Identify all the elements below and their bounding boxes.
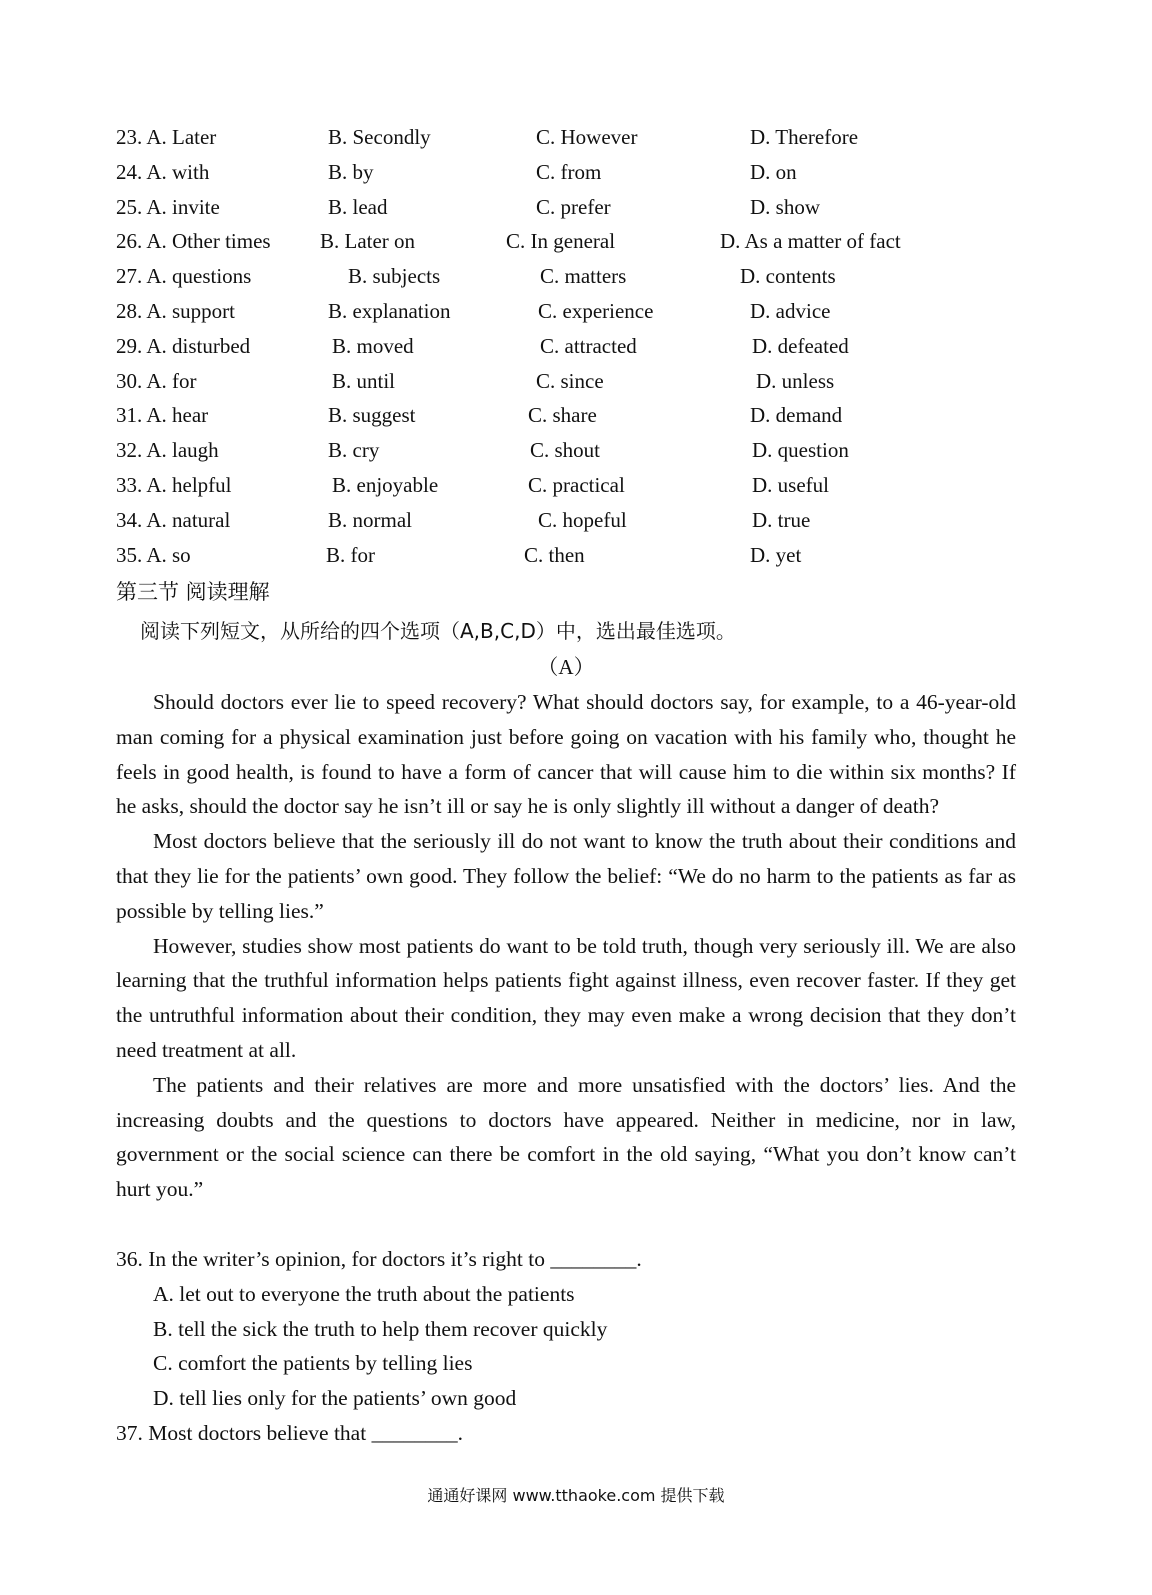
option-b: B. lead: [328, 194, 388, 219]
question-36-choice-a: A. let out to everyone the truth about the patients: [153, 1281, 575, 1306]
option-d: D. advice: [750, 298, 831, 323]
option-row-30: [116, 364, 1016, 399]
option-d: D. demand: [750, 403, 843, 428]
option-c: C. However: [536, 125, 638, 149]
option-c: C. since: [536, 368, 604, 393]
question-36-choice-c: C. comfort the patients by telling lies: [153, 1351, 473, 1376]
option-row-25: [116, 190, 1016, 225]
option-b: B. for: [326, 542, 375, 567]
option-c: C. hopeful: [538, 507, 627, 532]
option-c: C. matters: [540, 264, 627, 289]
question-36-choice-b: B. tell the sick the truth to help them recover quickly: [153, 1316, 608, 1341]
option-d: D. contents: [740, 264, 836, 289]
question-36-choice-d: D. tell lies only for the patients’ own good: [153, 1386, 517, 1411]
paragraph: Most doctors believe that the seriously ill do not want to know the truth about their conditions and that they lie for the patients’ own good. They follow the belief: “We do no harm to the patients as far as possible by telling lies.”: [116, 829, 1016, 923]
question-37-stem: 37. Most doctors believe that ________.: [116, 1420, 463, 1445]
option-b: B. until: [332, 368, 396, 393]
option-b: B. explanation: [328, 298, 451, 323]
option-d: D. true: [752, 507, 811, 532]
option-a: 25. A. invite: [116, 194, 220, 219]
option-a: 23. A. Later: [116, 125, 217, 149]
option-row-31: [116, 398, 1016, 433]
option-d: D. Therefore: [750, 125, 859, 149]
instruction: 阅读下列短文，从所给的四个选项（A,B,C,D）中，选出最佳选项。: [140, 619, 736, 643]
questions: [116, 1242, 1016, 1451]
option-row-34: [116, 503, 1016, 538]
option-c: C. from: [536, 159, 602, 184]
section-title: 第三节 阅读理解: [116, 580, 270, 604]
option-c: C. practical: [528, 472, 625, 497]
passage-title: （A）: [537, 655, 595, 679]
option-c: C. attracted: [540, 333, 637, 358]
option-a: 27. A. questions: [116, 264, 252, 289]
option-a: 34. A. natural: [116, 507, 231, 532]
option-d: D. question: [752, 438, 849, 463]
option-b: B. Secondly: [328, 125, 431, 149]
option-row-32: [116, 433, 1016, 468]
option-row-23: [116, 120, 1016, 155]
option-c: C. In general: [506, 229, 616, 254]
option-b: B. Later on: [320, 229, 416, 254]
option-a: 30. A. for: [116, 368, 197, 393]
option-a: 31. A. hear: [116, 403, 209, 428]
option-c: C. share: [528, 403, 597, 428]
option-row-33: [116, 468, 1016, 503]
option-a: 24. A. with: [116, 159, 210, 184]
option-b: B. cry: [328, 438, 380, 463]
option-c: C. experience: [538, 298, 654, 323]
option-d: D. defeated: [752, 333, 849, 358]
question-36-stem: 36. In the writer’s opinion, for doctors it’s right to ________.: [116, 1247, 642, 1271]
option-row-35: [116, 538, 1016, 573]
option-row-24: [116, 155, 1016, 190]
option-c: C. shout: [530, 438, 601, 463]
option-b: B. by: [328, 159, 374, 184]
option-b: B. subjects: [348, 264, 441, 289]
option-b: B. enjoyable: [332, 472, 439, 497]
option-b: B. normal: [328, 507, 412, 532]
page-footer: 通通好课网 www.tthaoke.com 提供下载: [427, 1486, 725, 1505]
option-d: D. unless: [756, 368, 835, 393]
option-d: D. on: [750, 159, 797, 184]
option-a: 35. A. so: [116, 542, 191, 567]
option-d: D. show: [750, 194, 821, 219]
paragraph: However, studies show most patients do want to be told truth, though very seriously ill. We are also learning that the truthful information helps patients fight against illness, even recover faster. If they get the untruthful information about their condition, they may even make a wrong decision that they don’t need treatment at all.: [116, 933, 1016, 1062]
option-a: 29. A. disturbed: [116, 333, 251, 358]
option-c: C. prefer: [536, 194, 611, 219]
option-c: C. then: [524, 542, 585, 567]
option-d: D. As a matter of fact: [720, 229, 901, 254]
option-a: 32. A. laugh: [116, 438, 219, 463]
option-row-26: [116, 224, 1016, 259]
option-row-27: [116, 259, 1016, 294]
option-row-29: [116, 329, 1016, 364]
option-d: D. yet: [750, 542, 802, 567]
option-a: 28. A. support: [116, 298, 236, 323]
paragraph: Should doctors ever lie to speed recovery? What should doctors say, for example, to a 46-year-old man coming for a physical examination just before going on vacation with his family who, thought he feels in good health, is found to have a form of cancer that will cause him to die within six months? If he asks, should the doctor say he isn’t ill or say he is only slightly ill without a danger of death?: [116, 690, 1016, 819]
option-row-28: [116, 294, 1016, 329]
option-b: B. suggest: [328, 403, 416, 428]
option-a: 26. A. Other times: [116, 229, 271, 254]
reading-passage: [116, 685, 1016, 1207]
option-d: D. useful: [752, 472, 829, 497]
option-b: B. moved: [332, 333, 414, 358]
paragraph: The patients and their relatives are more and more unsatisfied with the doctors’ lies. And the increasing doubts and the questions to doctors have appeared. Neither in medicine, nor in law, government or the social science can there be comfort in the old saying, “What you don’t know can’t hurt you.”: [116, 1072, 1016, 1202]
option-a: 33. A. helpful: [116, 472, 232, 497]
cloze-options: [116, 120, 1016, 572]
